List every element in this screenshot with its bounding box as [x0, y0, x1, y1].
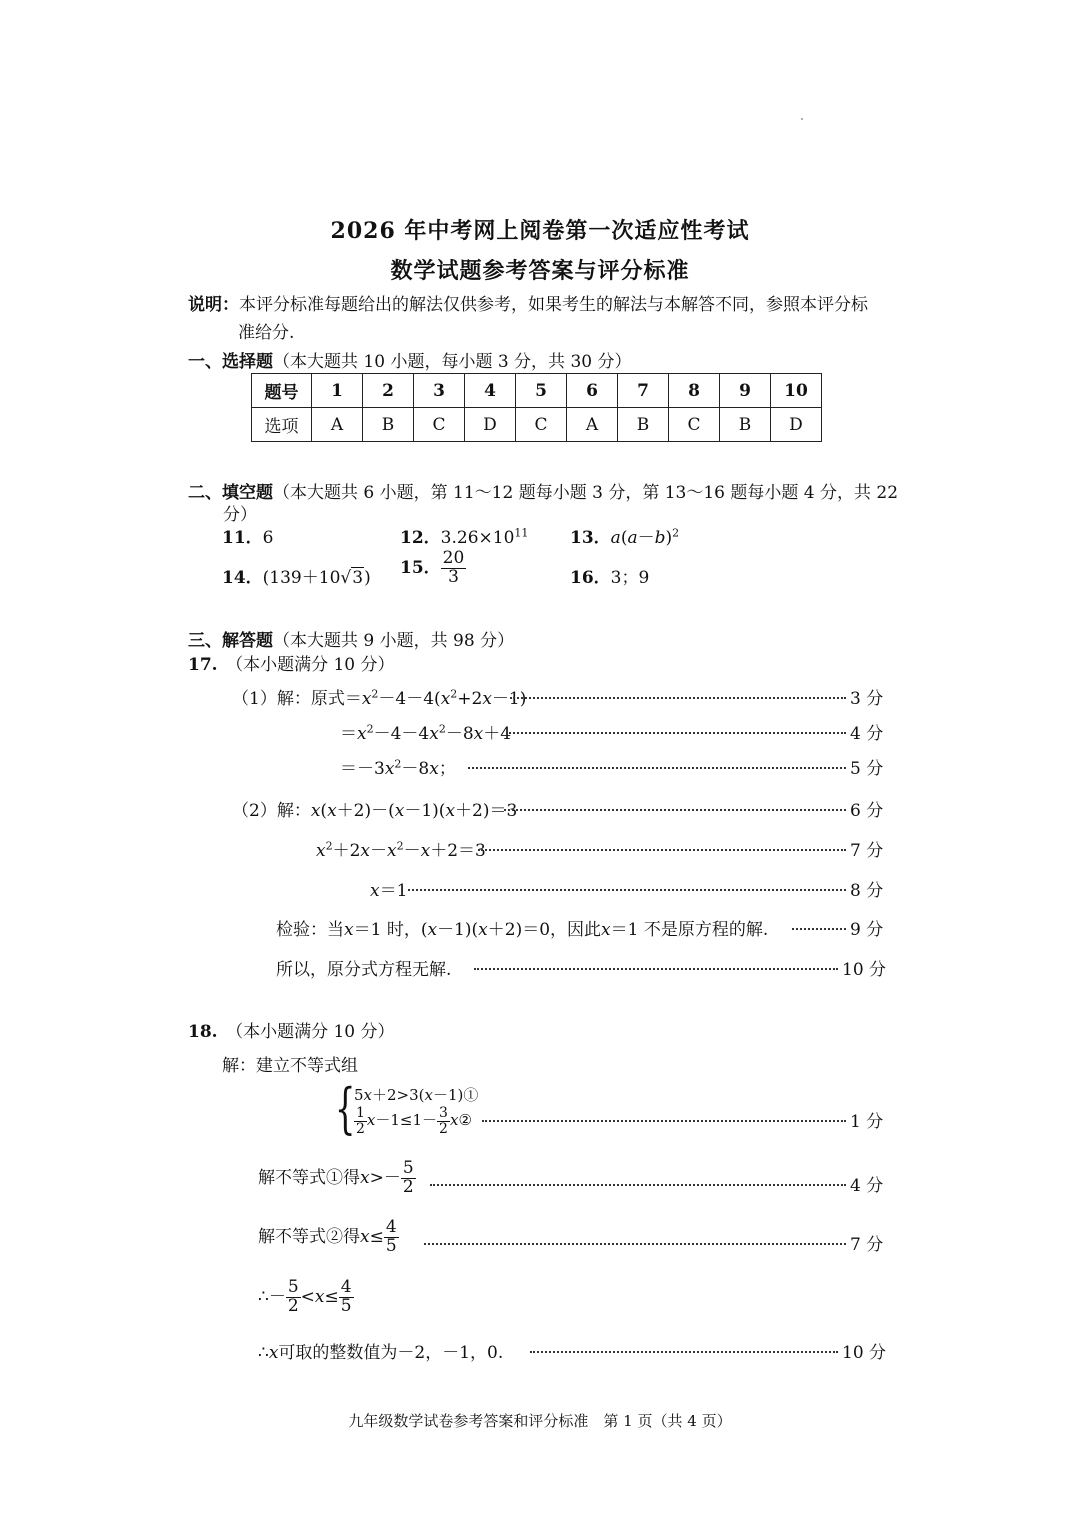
- score-label: 4 分: [850, 724, 884, 744]
- page-title: 2026 年中考网上阅卷第一次适应性考试: [330, 218, 750, 244]
- leader-dots: [504, 809, 846, 811]
- note-line-1: 说明：本评分标准每题给出的解法仅供参考，如果考生的解法与本解答不同，参照本评分标: [188, 295, 868, 315]
- section-3-heading: 三、解答题（本大题共 9 小题，共 98 分）: [188, 631, 515, 651]
- q18-ineq1-solution: 解不等式①得x>－ $\frac{5}{2}$: [258, 1158, 414, 1197]
- table-cell: C: [669, 408, 720, 442]
- q18-intro: 解：建立不等式组: [222, 1056, 358, 1076]
- leader-dots: [474, 968, 838, 970]
- q17-step-5: $x^2+2x-x^2-x+2=3$: [316, 839, 486, 861]
- leader-dots: [430, 1184, 846, 1186]
- table-head-number: 题号: [252, 374, 312, 408]
- q18-final: ∴x可取的整数值为－2，－1，0.: [258, 1343, 504, 1363]
- q17-header: 17. （本小题满分 10 分）: [188, 655, 395, 675]
- score-label: 9 分: [850, 920, 884, 940]
- table-cell: 2: [363, 374, 414, 408]
- table-cell: A: [567, 408, 618, 442]
- table-cell: C: [414, 408, 465, 442]
- score-label: 10 分: [842, 960, 887, 980]
- table-cell: C: [516, 408, 567, 442]
- fill-q16: 16．3；9: [570, 568, 650, 588]
- leader-dots: [506, 732, 846, 734]
- fill-q12: 12．$3.26\times 10^{11}$: [400, 526, 529, 548]
- leader-dots: [482, 1120, 846, 1122]
- q18-ineq2-solution: 解不等式②得x≤ $\frac{4}{5}$: [258, 1217, 397, 1256]
- inequality-1: 5x＋2>3(x－1)①: [354, 1086, 479, 1104]
- q17-step-2: $=x^2-4-4x^2-8x+4$: [340, 722, 512, 744]
- page-subtitle: 数学试题参考答案与评分标准: [390, 258, 690, 284]
- system-brace: {: [334, 1077, 356, 1140]
- table-cell: D: [465, 408, 516, 442]
- section-2-heading: 二、填空题（本大题共 6 小题，第 11～12 题每小题 3 分，第 13～16 题每小题 4 分，共 22: [188, 483, 899, 503]
- q17-check: 检验：当x＝1 时，(x－1)(x＋2)＝0，因此x＝1 不是原方程的解.: [276, 920, 769, 940]
- table-cell: 8: [669, 374, 720, 408]
- table-cell: 9: [720, 374, 771, 408]
- table-cell: D: [771, 408, 822, 442]
- score-label: 1 分: [850, 1112, 884, 1132]
- table-head-answer: 选项: [252, 408, 312, 442]
- answer-table: [251, 373, 822, 442]
- q18-range: ∴－ $\frac{5}{2}$ <x≤ $\frac{4}{5}$: [258, 1277, 352, 1316]
- q17-step-1: （1）解：原式$=x^2-4-4(x^2+2x-1)$: [232, 687, 527, 709]
- table-row-numbers: [252, 374, 822, 408]
- q17-conclusion: 所以，原分式方程无解.: [276, 960, 452, 980]
- table-cell: B: [363, 408, 414, 442]
- table-cell: 4: [465, 374, 516, 408]
- table-cell: 10: [771, 374, 822, 408]
- fill-q15: 15． $\frac{20}{3}$: [400, 548, 465, 587]
- section-1-heading: 一、选择题（本大题共 10 小题，每小题 3 分，共 30 分）: [188, 352, 632, 372]
- leader-dots: [530, 1351, 838, 1353]
- fill-q13: 13．$a(a-b)^2$: [570, 526, 680, 548]
- score-label: 7 分: [850, 841, 884, 861]
- table-cell: B: [720, 408, 771, 442]
- score-label: 10 分: [842, 1343, 887, 1363]
- score-label: 8 分: [850, 881, 884, 901]
- q18-header: 18. （本小题满分 10 分）: [188, 1022, 395, 1042]
- table-cell: 5: [516, 374, 567, 408]
- leader-dots: [510, 697, 846, 699]
- note-line-2: 准给分.: [238, 323, 295, 343]
- fraction: $\frac{20}{3}$: [442, 548, 465, 587]
- inequality-2: $\frac{1}{2}$ x－1≤1－ $\frac{3}{2}$ x②: [356, 1105, 472, 1137]
- leader-dots: [408, 889, 846, 891]
- fill-q14: 14．(139＋10√3): [222, 568, 371, 588]
- q17-step-6: x＝1: [370, 881, 408, 901]
- section-2-heading-cont: 分）: [223, 505, 257, 525]
- page-footer: 九年级数学试卷参考答案和评分标准 第 1 页（共 4 页）: [348, 1412, 732, 1430]
- table-cell: 6: [567, 374, 618, 408]
- table-cell: 3: [414, 374, 465, 408]
- table-cell: 1: [312, 374, 363, 408]
- leader-dots: [468, 767, 846, 769]
- leader-dots: [792, 928, 846, 930]
- leader-dots: [478, 849, 846, 851]
- table-row-answers: [252, 408, 822, 442]
- fill-q11: 11．6: [222, 528, 274, 548]
- score-label: 5 分: [850, 759, 884, 779]
- score-label: 4 分: [850, 1176, 884, 1196]
- q17-step-4: （2）解：x(x＋2)－(x－1)(x＋2)＝3: [232, 801, 518, 821]
- table-cell: A: [312, 408, 363, 442]
- table-cell: 7: [618, 374, 669, 408]
- scan-speck: [801, 118, 803, 120]
- score-label: 6 分: [850, 801, 884, 821]
- score-label: 7 分: [850, 1235, 884, 1255]
- table-cell: B: [618, 408, 669, 442]
- score-label: 3 分: [850, 689, 884, 709]
- q17-step-3: $=-3x^2-8x$；: [340, 757, 456, 779]
- leader-dots: [424, 1243, 846, 1245]
- note-label: 说明：: [188, 295, 239, 315]
